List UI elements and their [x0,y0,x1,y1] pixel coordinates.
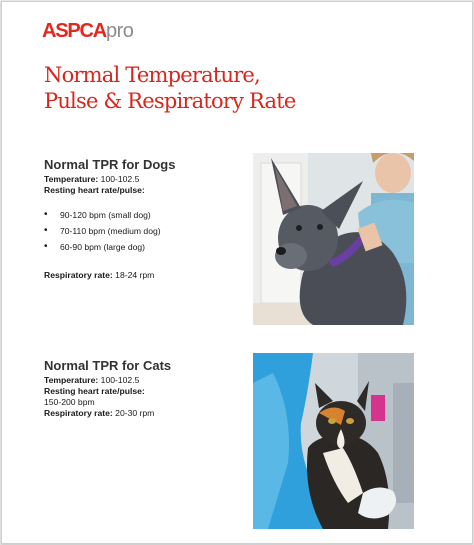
logo-brand: ASPCA [42,20,107,42]
cats-heart-rate-label-line [44,386,145,397]
cats-temperature [44,375,139,386]
dogs-heading: Normal TPR for Dogs [44,157,176,172]
dogs-resp-value: 18-24 rpm [112,270,155,280]
dogs-temperature-label: Temperature: [44,174,99,184]
aspca-pro-logo [42,19,133,43]
dogs-respiratory-rate [44,270,154,281]
dogs-heart-label: Resting heart rate/pulse: [44,185,145,195]
cats-resp-label: Respiratory rate: [44,408,113,418]
title-line-2: Pulse & Respiratory Rate [44,89,296,113]
document-page [1,1,473,544]
dogs-heart-rate-list [44,207,161,255]
list-item: • 70-110 bpm (medium dog) [44,223,161,239]
cats-heart-label: Resting heart rate/pulse: [44,386,145,396]
logo-suffix: pro [106,20,134,42]
dogs-heart-rate-label-line [44,185,145,196]
cats-heading: Normal TPR for Cats [44,358,172,373]
dog-photo [253,153,414,325]
cats-respiratory-rate [44,408,154,419]
dogs-temperature [44,174,139,185]
cats-temperature-value: 100-102.5 [98,375,140,385]
title-line-1: Normal Temperature, [44,63,260,87]
cats-resp-value: 20-30 rpm [112,408,155,418]
list-item: • 90-120 bpm (small dog) [44,207,161,223]
cats-heart-rate-value: 150-200 bpm [44,397,95,407]
page-title [44,62,344,114]
dogs-temperature-value: 100-102.5 [98,174,140,184]
cats-temperature-label: Temperature: [44,375,99,385]
list-item: • 60-90 bpm (large dog) [44,239,161,255]
cat-photo [253,353,414,529]
dogs-resp-label: Respiratory rate: [44,270,113,280]
